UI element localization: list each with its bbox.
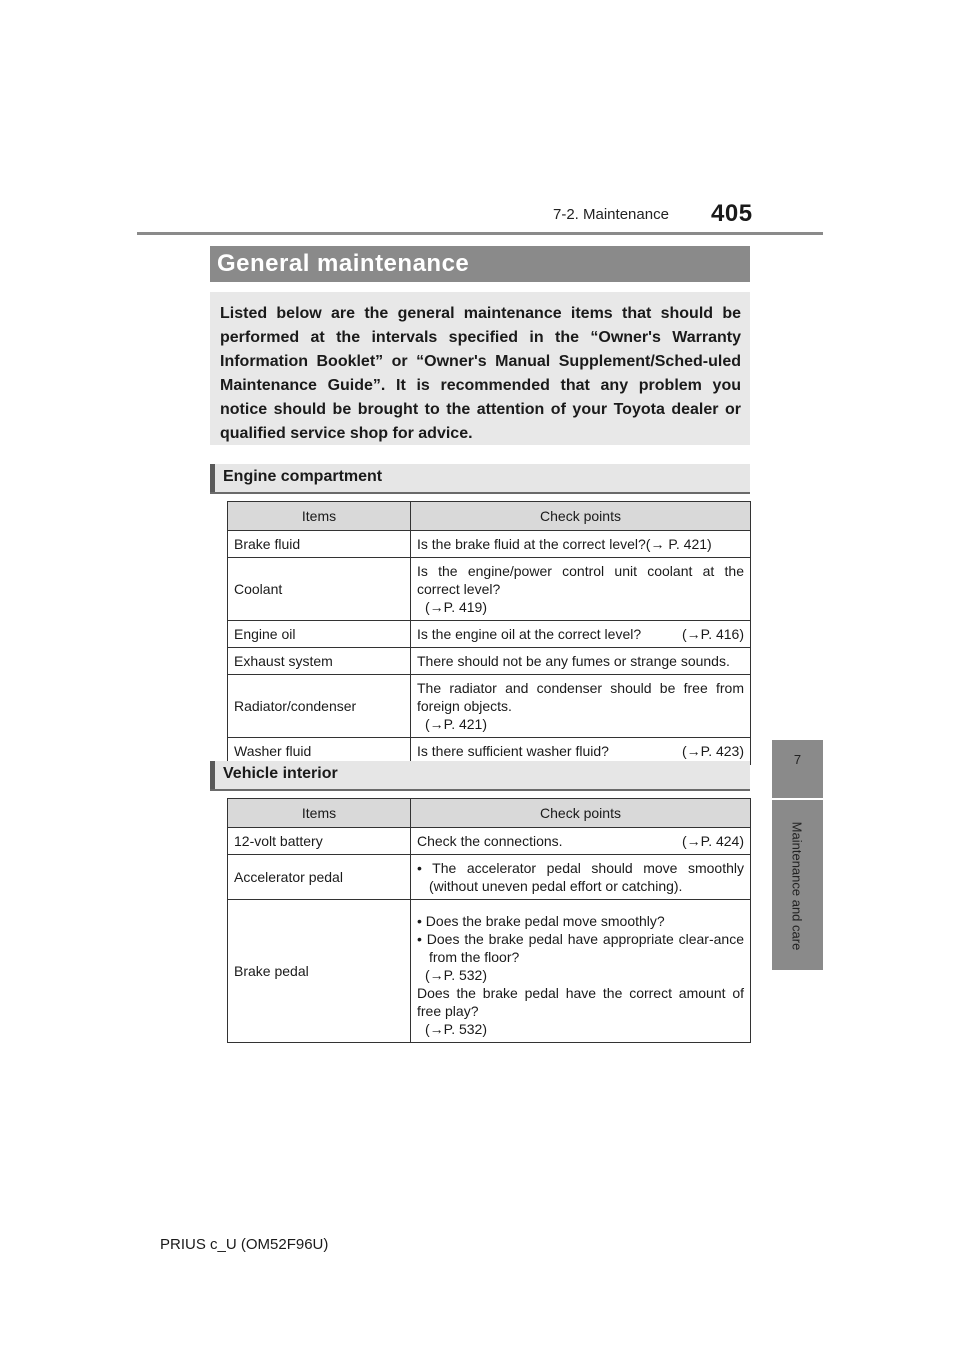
item-cell: Radiator/condenser xyxy=(228,675,411,738)
bullet-item: • The accelerator pedal should move smoothly (without uneven pedal effort or catching). xyxy=(417,860,744,894)
check-cell xyxy=(411,675,751,738)
engine-compartment-heading xyxy=(210,464,750,492)
page-reference: (→P. 532) xyxy=(425,967,487,983)
item-cell: 12-volt battery xyxy=(228,828,411,855)
heading-marker xyxy=(210,761,215,789)
check-cell xyxy=(411,621,751,648)
column-header-items: Items xyxy=(228,799,411,828)
heading-marker xyxy=(210,464,215,492)
page-reference: (→P. 416) xyxy=(682,626,744,642)
page-title: General maintenance xyxy=(210,246,750,282)
check-text: Is the engine oil at the correct level? xyxy=(417,626,642,642)
bullet-item: • Does the brake pedal have appropriate clear-ance from the floor? xyxy=(417,931,744,965)
column-header-check-points: Check points xyxy=(411,799,751,828)
chapter-tab xyxy=(772,740,823,798)
heading-rule xyxy=(210,492,750,494)
page-reference: (→P. 421) xyxy=(425,716,487,732)
table-row xyxy=(228,828,751,855)
item-cell: Brake pedal xyxy=(228,900,411,1043)
table-row xyxy=(228,900,751,1043)
check-cell xyxy=(411,900,751,1043)
check-text: Is the brake fluid at the correct level?( xyxy=(417,536,651,552)
chapter-number: 7 xyxy=(793,752,802,767)
table-row xyxy=(228,558,751,621)
vehicle-interior-heading xyxy=(210,761,750,789)
page-reference: (→P. 532) xyxy=(425,1021,487,1037)
table-row xyxy=(228,855,751,900)
page-reference: (→P. 419) xyxy=(425,599,487,615)
vehicle-interior-table xyxy=(227,798,751,1043)
item-cell: Accelerator pedal xyxy=(228,855,411,900)
check-text: Does the brake pedal have the correct amount of free play? xyxy=(417,985,744,1019)
check-cell xyxy=(411,855,751,900)
engine-compartment-table xyxy=(227,501,751,765)
column-header-items: Items xyxy=(228,502,411,531)
table-row xyxy=(228,648,751,675)
section-label: 7-2. Maintenance xyxy=(553,206,669,223)
check-cell xyxy=(411,558,751,621)
page-reference: (→P. 424) xyxy=(682,833,744,849)
item-cell: Engine oil xyxy=(228,621,411,648)
intro-text: Listed below are the general maintenance items that should be performed at the intervals specified in the “Owner's Warranty Information Booklet” or “Owner's Manual Supplement/Sched-uled Maintenance Guide”. It is recommended that any problem you notice should be brought to the attention of your Toyota dealer or qualified service shop for advice. xyxy=(210,292,750,445)
page-reference: (→P. 423) xyxy=(682,743,744,759)
table-header-row xyxy=(228,502,751,531)
heading-text: Engine compartment xyxy=(223,468,383,485)
item-cell: Exhaust system xyxy=(228,648,411,675)
header-rule xyxy=(137,232,823,235)
column-header-check-points: Check points xyxy=(411,502,751,531)
table-row xyxy=(228,621,751,648)
page-number: 405 xyxy=(711,200,753,227)
check-cell: There should not be any fumes or strange sounds. xyxy=(411,648,751,675)
chapter-label: Maintenance and care xyxy=(789,821,805,951)
footer-model-code: PRIUS c_U (OM52F96U) xyxy=(160,1236,329,1253)
bullet-item: • Does the brake pedal move smoothly? xyxy=(417,913,665,929)
check-cell xyxy=(411,828,751,855)
check-text: Is there sufficient washer fluid? xyxy=(417,743,609,759)
heading-rule xyxy=(210,789,750,791)
check-text: The radiator and condenser should be free from foreign objects. xyxy=(417,680,744,714)
table-header-row xyxy=(228,799,751,828)
item-cell: Washer fluid xyxy=(228,738,411,765)
heading-text: Vehicle interior xyxy=(223,765,338,782)
page-reference: → P. 421) xyxy=(650,536,712,552)
table-row xyxy=(228,531,751,558)
item-cell: Brake fluid xyxy=(228,531,411,558)
table-row xyxy=(228,675,751,738)
item-cell: Coolant xyxy=(228,558,411,621)
check-text: Is the engine/power control unit coolant at the correct level? xyxy=(417,563,744,597)
check-cell xyxy=(411,531,751,558)
check-text: Check the connections. xyxy=(417,833,563,849)
